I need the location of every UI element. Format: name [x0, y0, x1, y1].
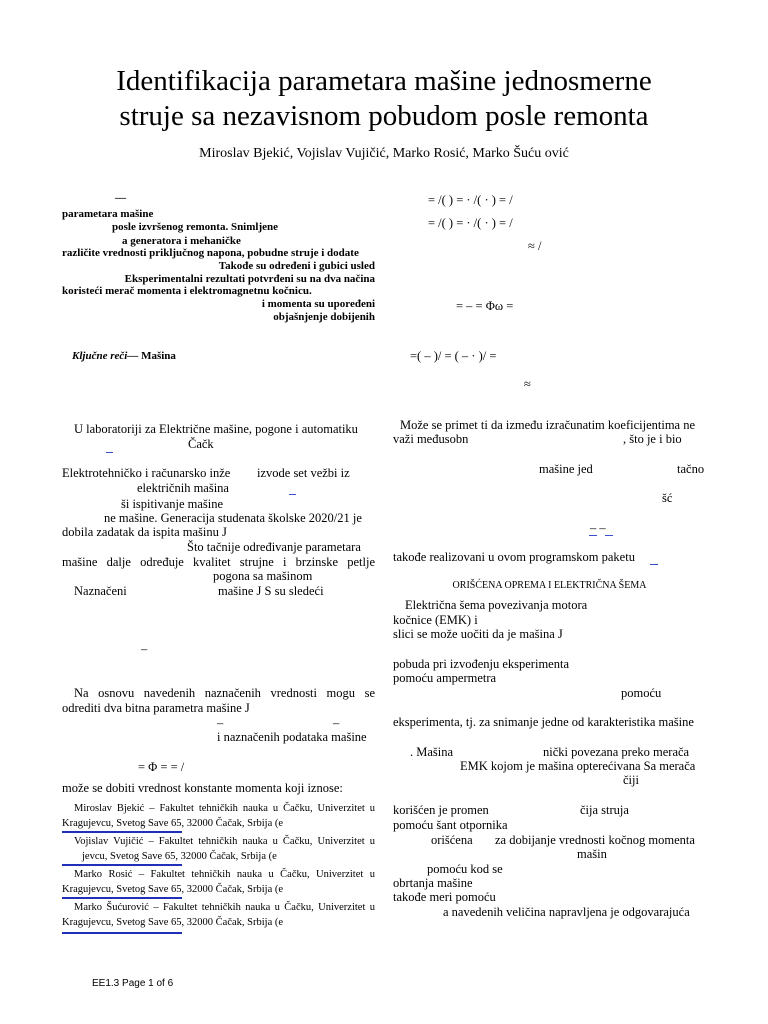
body-line: pobuda pri izvođenju eksperimenta — [393, 657, 569, 671]
body-line: Električna šema povezivanja motora — [405, 598, 588, 612]
equation-approx-2: ≈ — [524, 377, 531, 391]
section-heading: ORIŠĆENA OPREMA I ELEKTRIČNA ŠEMA — [452, 580, 647, 591]
intro-line: dobila zadatak da ispita mašinu J — [62, 525, 227, 539]
footnote-email-link[interactable] — [62, 831, 182, 833]
body-line: Može se primet ti da između izračunatim koeficijentima ne — [400, 418, 696, 432]
body-line: čiji — [623, 773, 639, 787]
body-line: šć — [662, 491, 673, 505]
body-line: tačno — [677, 462, 705, 476]
intro-line: izvode set vežbi iz — [257, 466, 350, 480]
body-line: mašine jed — [539, 462, 593, 476]
intro-line: mašine J S su sledeći — [218, 584, 324, 598]
equation-km-2: = /( ) = · /( · ) = / — [428, 216, 513, 230]
reference-link-underline[interactable] — [289, 494, 296, 495]
body-line: eksperimenta, tj. za snimanje jedne od karakteristika mašine — [393, 715, 694, 729]
page-footer: EE1.3 Page 1 of 6 — [92, 978, 174, 989]
intro-line: pogona sa mašinom — [213, 569, 313, 583]
body-line: , što je i bio — [623, 432, 682, 446]
keywords — [72, 350, 176, 363]
body-line: slici se može uočiti da je mašina J — [393, 627, 563, 641]
body-line: kočnice (EMK) i — [393, 613, 478, 627]
equation-emf: = – = Φω = — [456, 299, 514, 313]
equation-approx: ≈ / — [528, 239, 542, 253]
footnote-email-link[interactable] — [62, 897, 182, 899]
keywords-label: Ključne reči— — [72, 350, 139, 362]
intro-paragraph-2: odrediti dva bitna parametra mašine J — [62, 701, 250, 715]
body-line: a navedenih veličina napravljena je odgovarajuća — [443, 905, 690, 919]
body-line: mašin — [577, 847, 607, 861]
body-line: čija struja — [580, 803, 629, 817]
body-line: takođe meri pomoću — [393, 890, 496, 904]
abstract-line: a generatora i mehaničke — [122, 235, 241, 247]
body-line: nički povezana preko merača — [543, 745, 690, 759]
intro-line: – — [141, 642, 148, 656]
body-line: važi međusobn — [393, 432, 469, 446]
intro-line: ši ispitivanje mašine — [121, 497, 224, 511]
intro-line: mašine dalje određuje kvalitet strujne i brzinske petlje — [62, 555, 375, 569]
footnote-email-link[interactable] — [62, 864, 182, 866]
reference-link-underline[interactable] — [106, 452, 113, 453]
intro-line: Što tačnije određivanje parametara — [187, 540, 361, 554]
paper-title-line-1: Identifikacija parametara mašine jednosmerne — [116, 65, 652, 97]
body-line: pomoću šant otpornika — [393, 818, 508, 832]
footnote-email-link[interactable] — [62, 932, 182, 934]
body-line: pomoću ampermetra — [393, 671, 497, 685]
abstract-line: koristeći merač momenta i elektromagnetnu kočnicu. — [62, 285, 312, 297]
author-list: Miroslav Bjekić, Vojislav Vujičić, Marko Rosić, Marko Šuću ović — [199, 146, 569, 161]
intro-paragraph-2: Na osnovu navedenih naznačenih vrednosti mogu se — [74, 686, 375, 700]
intro-line: ne mašine. Generacija studenata školske 2020/21 je — [104, 511, 362, 525]
body-line: . Mašina — [410, 745, 454, 759]
body-line: pomoću — [621, 686, 662, 700]
abstract-line: Eksperimentalni rezultati potvrđeni su na dva načina — [124, 273, 375, 285]
intro-paragraph-2: – — [333, 716, 340, 730]
abstract-line: parametara mašine — [62, 208, 154, 220]
reference-link-underline[interactable] — [605, 535, 613, 536]
abstract-line: objašnjenje dobijenih — [273, 311, 375, 323]
intro-paragraph-2: i naznačenih podataka mašine — [217, 730, 367, 744]
keywords-value: Mašina — [141, 350, 176, 362]
equation-km-1: = /( ) = · /( · ) = / — [428, 193, 513, 207]
body-line: pomoću kod se — [427, 862, 503, 876]
reference-link-underline[interactable] — [589, 535, 597, 536]
intro-line: Elektrotehničko i računarsko inže — [62, 466, 231, 480]
body-line: orišćena — [431, 833, 473, 847]
abstract-line: Takođe su određeni i gubici usled — [218, 260, 375, 272]
footnote: Miroslav Bjekić – Fakultet tehničkih nauka u Čačku, Univerzitet u Kragujevcu, Svetog Save 65, 32000 Čačak, Srbija (e — [62, 803, 375, 829]
abstract-line: i momenta su upoređeni — [261, 298, 375, 310]
abstract-dash: — — [115, 192, 126, 204]
reference-link-underline[interactable] — [650, 564, 658, 565]
body-line: obrtanja mašine — [393, 876, 473, 890]
body-line: – – — [590, 521, 606, 535]
intro-paragraph-2: – — [217, 716, 224, 730]
equation-ke-calc: =( – )/ = ( – · )/ = — [410, 349, 497, 363]
equation-ke: = Φ = = / — [138, 760, 185, 774]
body-line: EMK kojom je mašina opterećivana Sa merača — [460, 759, 696, 773]
abstract-line: različite vrednosti priključnog napona, pobudne struje i dodate — [62, 247, 359, 259]
footnote: Marko Šućurović – Fakultet tehničkih nauka u Čačku, Univerzitet u Kragujevcu, Svetog Save 65, 32000 Čačak, Srbija (e — [62, 902, 375, 928]
footnote: Marko Rosić – Fakultet tehničkih nauka u Čačku, Univerzitet u Kragujevcu, Svetog Save 65, 32000 Čačak, Srbija (e — [62, 869, 375, 895]
body-line: korišćen je promen — [393, 803, 489, 817]
intro-line: Čačk — [188, 437, 214, 451]
footnote: Vojislav Vujičić – Fakultet tehničkih nauka u Čačku, Univerzitet u jevcu, Svetog Save 65, 32000 Čačak, Srbija (e — [74, 836, 375, 862]
intro-line: U laboratoriji za Električne mašine, pogone i automatiku — [74, 422, 358, 436]
body-line: takođe realizovani u ovom programskom paketu — [393, 550, 635, 564]
abstract-line: posle izvršenog remonta. Snimljene — [112, 221, 279, 233]
intro-paragraph-3: može se dobiti vrednost konstante momenta koji iznose: — [62, 781, 343, 795]
paper-title-line-2: struje sa nezavisnom pobudom posle remonta — [119, 100, 649, 132]
body-line: za dobijanje vrednosti kočnog momenta — [495, 833, 695, 847]
intro-line: električnih mašina — [137, 481, 229, 495]
intro-line: Naznačeni — [74, 584, 127, 598]
